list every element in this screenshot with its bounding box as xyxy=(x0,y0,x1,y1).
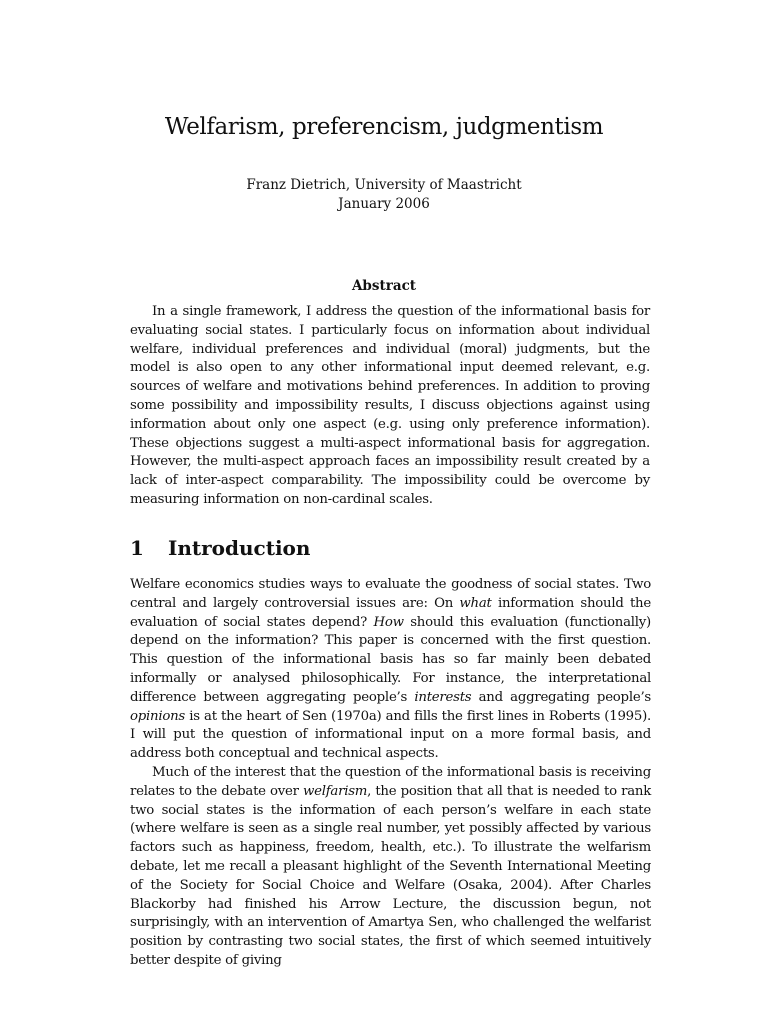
text-run: Much of the interest that the question of the informational basis is receiving relates to the debate over xyxy=(130,765,651,799)
paper-title: Welfarism, preferencism, judgmentism xyxy=(164,114,604,140)
body-paragraph-2 xyxy=(130,764,651,971)
section-heading xyxy=(130,536,310,560)
text-run: information should the evaluation of social states depend? xyxy=(130,595,651,630)
emphasis-text: interests xyxy=(414,689,472,705)
text-run: and aggregating people’s xyxy=(471,689,651,705)
emphasis-text: welfarism xyxy=(302,783,368,799)
emphasis-text: How xyxy=(373,614,404,630)
author-line: Franz Dietrich, University of Maastricht xyxy=(246,177,522,193)
emphasis-text: what xyxy=(459,595,492,611)
text-run: should this evaluation (functionally) depend on the information? This paper is concerned with the first question. This question of the informational basis has so far mainly been debated informally or analysed philosophically. For instance, the interpretational difference between aggregating people’s xyxy=(130,614,651,705)
abstract-text: In a single framework, I address the question of the informational basis for evaluating social states. I particularly focus on information about individual welfare, individual preferences and individual (moral) judgments, but the model is also open to any other informational input deemed relevant, e.g. sources of welfare and motivations behind preferences. In addition to proving some possibility and impossibility results, I discuss objections against using information about only one aspect (e.g. using only preference information). These objections suggest a multi-aspect informational basis for aggregation. However, the multi-aspect approach faces an impossibility result created by a lack of inter-aspect comparability. The impossibility could be overcome by measuring information on non-cardinal scales. xyxy=(130,304,650,507)
section-number: 1 xyxy=(130,536,144,560)
emphasis-text: opinions xyxy=(130,708,185,724)
body-paragraph-1 xyxy=(130,576,651,764)
text-run: Welfare economics studies ways to evaluate the goodness of social states. Two central and largely controversial issues are: On xyxy=(130,577,651,611)
section-title: Introduction xyxy=(168,536,311,560)
text-run: , the position that all that is needed to rank two social states is the information of each person’s welfare in each state (where welfare is seen as a single real number, yet possibly affected by various factors such as happiness, freedom, health, etc.). To illustrate the welfarism debate, let me recall a pleasant highlight of the Seventh International Meeting of the Society for Social Choice and Welfare (Osaka, 2004). After Charles Blackorby had finished his Arrow Lecture, the discussion begun, not surprisingly, with an intervention of Amartya Sen, who challenged the welfarist position by contrasting two social states, the first of which seemed intuitively better despite of giving xyxy=(130,783,651,968)
abstract-heading: Abstract xyxy=(351,278,417,294)
text-run: is at the heart of Sen (1970a) and fills the first lines in Roberts (1995). I will put the question of informational input on a more formal basis, and address both conceptual and technical aspects. xyxy=(130,708,651,762)
date-line: January 2006 xyxy=(338,196,430,212)
